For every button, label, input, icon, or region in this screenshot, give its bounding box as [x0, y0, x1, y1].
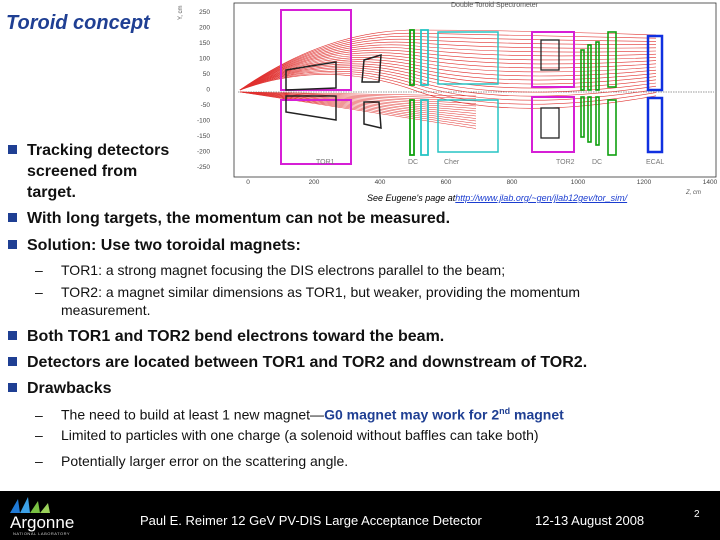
caption-link[interactable]: http://www.jlab.org/~gen/jlab12gev/tor_sim/: [455, 193, 628, 203]
bullet-square-icon: [8, 383, 17, 392]
logo-subtext: NATIONAL LABORATORY: [13, 531, 71, 536]
bullet-drawbacks: [8, 378, 112, 399]
region-label: TOR1: [316, 159, 335, 166]
y-tick-label: -150: [196, 133, 210, 140]
bullet-text: Tracking detectors: [27, 142, 170, 159]
x-tick-label: 1000: [570, 179, 586, 186]
dash-icon: –: [35, 284, 43, 300]
bullet-text: Both TOR1 and TOR2 bend electrons toward the beam.: [27, 328, 445, 345]
bullet-tracking: [8, 140, 169, 161]
footer-date: 12-13 August 2008: [535, 513, 645, 528]
y-tick-labels: [197, 9, 210, 171]
bullet-text: Solution: Use two toroidal magnets:: [27, 237, 301, 254]
dash-icon: –: [35, 262, 43, 278]
x-tick-label: 1400: [702, 179, 718, 186]
bullet-tracking-cont1: screened from: [27, 163, 138, 180]
region-label: ECAL: [646, 159, 665, 166]
superscript: nd: [499, 406, 511, 416]
bullet-solution: [8, 235, 301, 256]
sub-text: TOR1: a strong magnet focusing the DIS electrons parallel to the beam;: [61, 262, 506, 278]
sub-text: Potentially larger error on the scattering angle.: [61, 453, 349, 469]
bullet-tracking-cont2: target.: [27, 184, 76, 201]
footer-author: Paul E. Reimer 12 GeV PV-DIS Large Acceptance Detector: [140, 513, 482, 528]
bullet-square-icon: [8, 331, 17, 340]
bullet-square-icon: [8, 240, 17, 249]
x-tick-label: 1200: [636, 179, 652, 186]
y-tick-label: 150: [199, 40, 210, 47]
caption-text: See Eugene's page at: [367, 193, 456, 203]
sub-tor1: [35, 261, 505, 279]
highlight-text: G0 magnet may work for 2: [324, 406, 500, 423]
y-tick-label: -250: [196, 164, 210, 171]
bullet-text: Drawbacks: [27, 380, 112, 397]
x-tick-label: 0: [246, 179, 250, 186]
y-tick-label: 50: [202, 71, 210, 78]
dash-icon: –: [35, 406, 43, 423]
sub-tor2-cont: measurement.: [61, 302, 151, 318]
y-tick-label: 200: [199, 24, 210, 32]
y-tick-label: -200: [196, 148, 210, 156]
y-tick-label: 100: [199, 55, 210, 63]
region-label: DC: [592, 159, 603, 166]
argonne-logo-icon: [6, 495, 64, 515]
sub-one-charge: [35, 426, 539, 444]
sub-tor2: [35, 283, 580, 301]
y-tick-label: 250: [199, 9, 210, 16]
sub-larger-error: [35, 452, 348, 470]
bullet-detectors: [8, 352, 587, 373]
bullet-long-targets: [8, 208, 450, 229]
bullet-square-icon: [8, 357, 17, 366]
sub-text: TOR2: a magnet similar dimensions as TOR1, but weaker, providing the momentum: [61, 284, 581, 300]
plot-title: Double Toroid Spectrometer: [451, 2, 539, 9]
y-tick-label: 0: [206, 86, 210, 94]
bullet-bend: [8, 326, 444, 347]
x-tick-label: 200: [308, 179, 320, 186]
sub-new-magnet: [35, 402, 564, 424]
y-axis-label: Y, cm: [178, 5, 184, 20]
y-tick-label: -100: [196, 117, 210, 125]
x-tick-label: 800: [506, 179, 518, 186]
slide-title: Toroid concept: [6, 12, 150, 34]
figure-caption: [367, 193, 627, 203]
logo-text: Argonne: [10, 513, 75, 532]
bullet-square-icon: [8, 213, 17, 222]
bullet-square-icon: [8, 145, 17, 154]
footer-bar: [0, 491, 720, 540]
region-label: DC: [408, 159, 419, 166]
sub-text: The need to build at least 1 new magnet—: [61, 406, 325, 423]
bullet-text: Detectors are located between TOR1 and TOR2 and downstream of TOR2.: [27, 354, 588, 371]
region-label: Cher: [444, 159, 460, 166]
x-tick-labels: [246, 179, 717, 186]
spectrometer-figure: [176, 0, 720, 200]
dash-icon: –: [35, 427, 43, 443]
region-label: TOR2: [556, 159, 575, 166]
highlight-suffix: magnet: [510, 406, 564, 423]
bullet-text: With long targets, the momentum can not be measured.: [27, 210, 451, 227]
dash-icon: –: [35, 453, 43, 469]
sub-text: Limited to particles with one charge (a solenoid without baffles can take both): [61, 427, 539, 443]
y-tick-label: -50: [200, 102, 210, 109]
x-tick-label: 600: [440, 179, 452, 186]
page-number: 2: [694, 509, 700, 520]
x-tick-label: 400: [374, 179, 386, 186]
x-axis-label: Z, cm: [686, 190, 701, 196]
